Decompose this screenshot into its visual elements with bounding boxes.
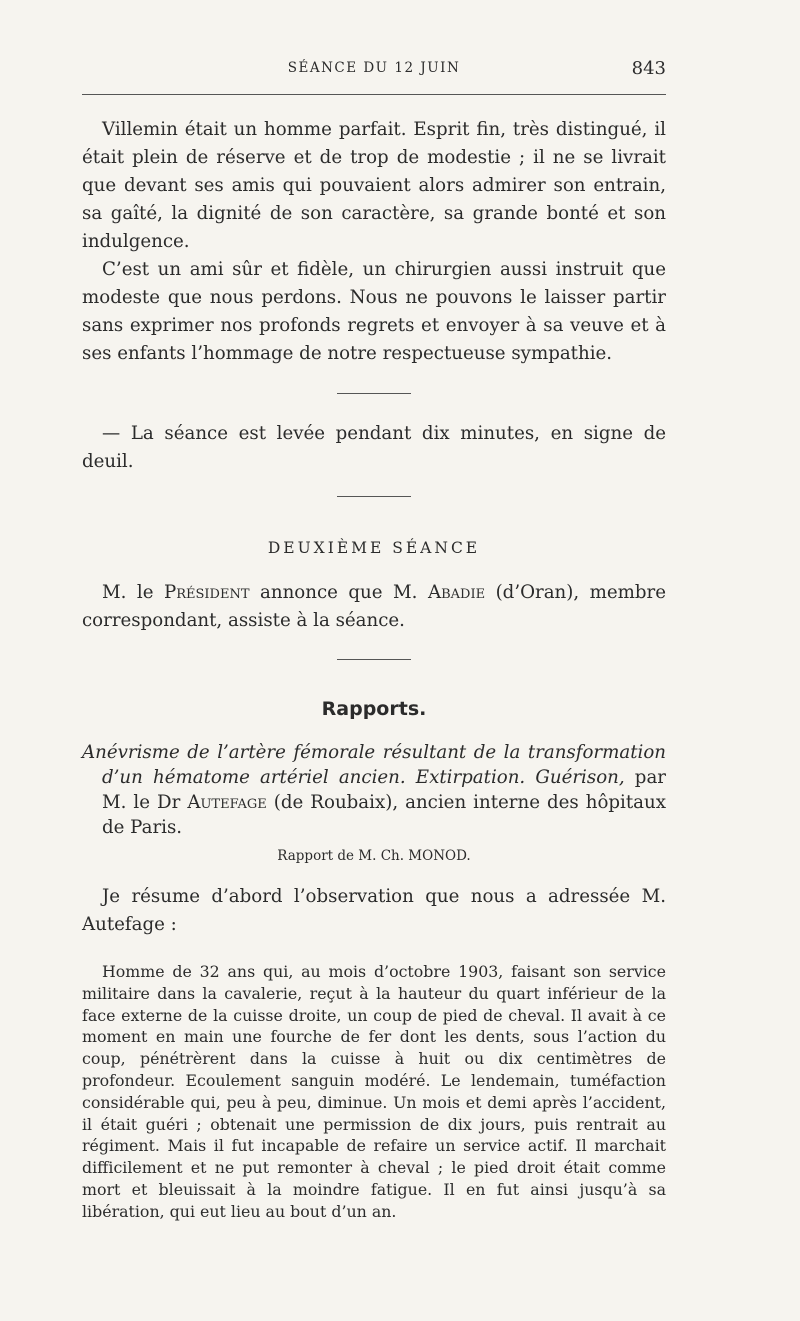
announce-middle: annonce que M.: [249, 582, 428, 603]
running-title: SÉANCE DU 12 JUIN: [287, 60, 461, 76]
separator-rule: [337, 659, 411, 660]
abadie-name: Abadie: [427, 582, 486, 603]
report-title: [82, 740, 666, 840]
report-author: Autefage: [187, 792, 267, 813]
president-word: Président: [164, 582, 250, 603]
separator-rule: [337, 496, 411, 497]
report-title-by: par M. le Dr: [102, 767, 666, 813]
observation-paragraph: Homme de 32 ans qui, au mois d’octobre 1903, faisant son service militaire dans la cavalerie, reçut à la hauteur du quart inférieur de la face externe de la cuisse droite, un coup de pied de cheval. Il avait à ce moment en main une fourche de fer dont les dents, sous l’action du coup, pénétrèrent dans la cuisse à huit ou dix centimètres de profondeur. Ecoulement sanguin modéré. Le lendemain, tuméfaction considérable qui, peu à peu, diminue. Un mois et demi après l’accident, il était guéri ; obtenait une permission de dix jours, puis rentrait au régiment. Mais il fut incapable de refaire un service actif. Il marchait difficilement et ne put remonter à cheval ; le pied droit était comme mort et bleuissait à la moindre fatigue. Il en fut ainsi jusqu’à sa libération, qui eut lieu au bout d’un an.: [82, 962, 666, 1221]
section-heading: DEUXIÈME SÉANCE: [267, 539, 481, 557]
paragraph-villemin: Villemin était un homme parfait. Esprit fin, très distingué, il était plein de réserve et de trop de modestie ; il ne se livrait que devant ses amis qui pouvaient alors admirer son entrain, sa gaîté, la dignité de son caractère, sa grande bonté et son indulgence.: [82, 119, 666, 252]
page-number: 843: [631, 58, 666, 79]
running-head: [82, 58, 666, 88]
separator-rule: [337, 393, 411, 394]
journal-page: [82, 58, 666, 1223]
report-author-rest: (de Roubaix), ancien interne des hôpitaux de Paris.: [102, 792, 666, 838]
rapports-heading: Rapports.: [321, 698, 427, 720]
seance-levee-line: — La séance est levée pendant dix minutes, en signe de deuil.: [82, 423, 666, 472]
report-title-italic: Anévrisme de l’artère fémorale résultant de la transformation d’un hématome artériel ancien. Extirpation. Guérison,: [82, 742, 666, 788]
report-byline: Rapport de M. Ch. MONOD.: [277, 848, 471, 864]
resume-paragraph: Je résume d’abord l’observation que nous a adressée M. Autefage :: [82, 886, 666, 935]
header-rule: [82, 94, 666, 95]
announce-suffix: (d’Oran), membre correspondant, assiste à la séance.: [82, 582, 666, 631]
paragraph-ami: C’est un ami sûr et fidèle, un chirurgien aussi instruit que modeste que nous perdons. Nous ne pouvons le laisser partir sans exprimer nos profonds regrets et envoyer à sa veuve et à ses enfants l’hommage de notre respectueuse sympathie.: [82, 259, 666, 364]
announcement-paragraph: [82, 579, 666, 635]
announce-prefix: M. le: [102, 582, 164, 603]
